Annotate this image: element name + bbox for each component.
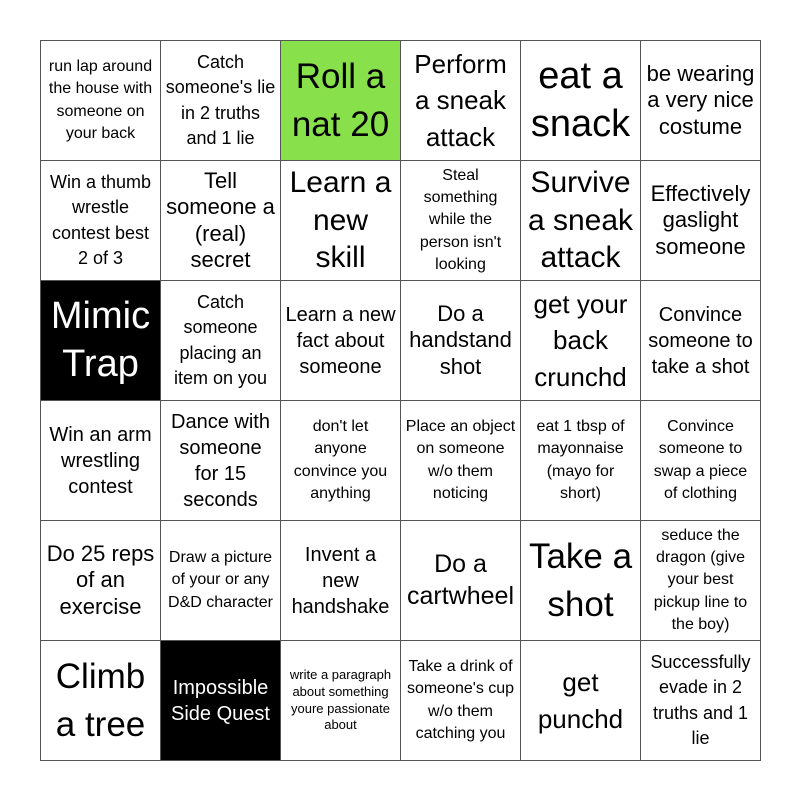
bingo-cell[interactable] [161, 401, 281, 521]
cell-text: Win a thumb wrestle contest best 2 of 3 [49, 172, 152, 268]
bingo-cell[interactable] [161, 521, 281, 641]
bingo-cell[interactable] [41, 641, 161, 761]
bingo-cell[interactable] [641, 401, 761, 521]
cell-text: don't let anyone convince you anything [293, 418, 388, 502]
cell-text: Climb a tree [55, 657, 146, 744]
cell-text: Convince someone to take a shot [648, 303, 753, 378]
bingo-cell[interactable] [401, 641, 521, 761]
cell-text: Catch someone's lie in 2 truths and 1 lie [165, 52, 276, 148]
bingo-cell[interactable] [41, 521, 161, 641]
cell-text: Tell someone a (real) secret [166, 167, 275, 272]
cell-text: Take a drink of someone's cup w/o them catching you [406, 658, 515, 742]
bingo-cell[interactable] [641, 281, 761, 401]
bingo-cell-highlighted[interactable] [281, 41, 401, 161]
cell-text: Do a cartwheel [407, 550, 514, 610]
bingo-cell-dark[interactable] [161, 641, 281, 761]
bingo-cell-dark[interactable] [41, 281, 161, 401]
bingo-cell[interactable] [41, 401, 161, 521]
bingo-cell[interactable] [521, 401, 641, 521]
bingo-cell[interactable] [281, 641, 401, 761]
cell-text: Successfully evade in 2 truths and 1 lie [650, 652, 751, 748]
cell-text: Win an arm wrestling contest [49, 423, 152, 498]
cell-text: Catch someone placing an item on you [173, 292, 268, 388]
cell-text: Learn a new skill [289, 166, 392, 275]
bingo-cell[interactable] [41, 41, 161, 161]
bingo-cell[interactable] [161, 41, 281, 161]
cell-text: seduce the dragon (give your best pickup line to the boy) [653, 527, 748, 633]
cell-text: run lap around the house with someone on your back [48, 58, 153, 142]
bingo-cell[interactable] [641, 641, 761, 761]
cell-text: Impossible Side Quest [171, 676, 270, 725]
cell-text: Do 25 reps of an exercise [46, 540, 155, 619]
cell-text: get your back crunchd [533, 288, 628, 392]
bingo-cell[interactable] [281, 521, 401, 641]
bingo-cell[interactable] [521, 521, 641, 641]
cell-text: Draw a picture of your or any D&D character [168, 549, 273, 611]
cell-text: Convince someone to swap a piece of clothing [653, 418, 748, 502]
cell-text: Effectively gaslight someone [650, 180, 751, 259]
cell-text: eat 1 tbsp of mayonnaise (mayo for short) [536, 418, 625, 502]
cell-text: Survive a sneak attack [527, 166, 634, 275]
cell-text: Place an object on someone w/o them noticing [405, 418, 516, 502]
bingo-cell[interactable] [161, 161, 281, 281]
cell-text: Dance with someone for 15 seconds [171, 410, 270, 511]
bingo-cell[interactable] [401, 281, 521, 401]
bingo-cell[interactable] [401, 161, 521, 281]
bingo-cell[interactable] [641, 521, 761, 641]
cell-text: eat a snack [530, 55, 631, 145]
cell-text: Steal something while the person isn't looking [419, 167, 502, 273]
cell-text: Learn a new fact about someone [285, 303, 396, 378]
bingo-board [40, 40, 761, 761]
cell-text: be wearing a very nice costume [646, 60, 755, 139]
bingo-cell[interactable] [521, 41, 641, 161]
bingo-cell[interactable] [281, 281, 401, 401]
cell-text: Do a handstand shot [409, 300, 512, 379]
cell-text: Perform a sneak attack [414, 48, 507, 152]
bingo-cell[interactable] [641, 161, 761, 281]
bingo-cell[interactable] [521, 641, 641, 761]
cell-text: write a paragraph about something youre passionate about [289, 666, 392, 733]
bingo-cell[interactable] [41, 161, 161, 281]
bingo-cell[interactable] [521, 281, 641, 401]
bingo-cell[interactable] [641, 41, 761, 161]
bingo-cell[interactable] [401, 521, 521, 641]
bingo-cell[interactable] [521, 161, 641, 281]
bingo-cell[interactable] [401, 401, 521, 521]
bingo-cell[interactable] [281, 161, 401, 281]
cell-text: get punchd [537, 667, 624, 734]
bingo-cell[interactable] [161, 281, 281, 401]
bingo-cell[interactable] [281, 401, 401, 521]
bingo-cell[interactable] [401, 41, 521, 161]
cell-text: Roll a nat 20 [291, 57, 390, 144]
cell-text: Invent a new handshake [291, 543, 390, 618]
cell-text: Mimic Trap [50, 295, 151, 385]
cell-text: Take a shot [528, 537, 633, 624]
